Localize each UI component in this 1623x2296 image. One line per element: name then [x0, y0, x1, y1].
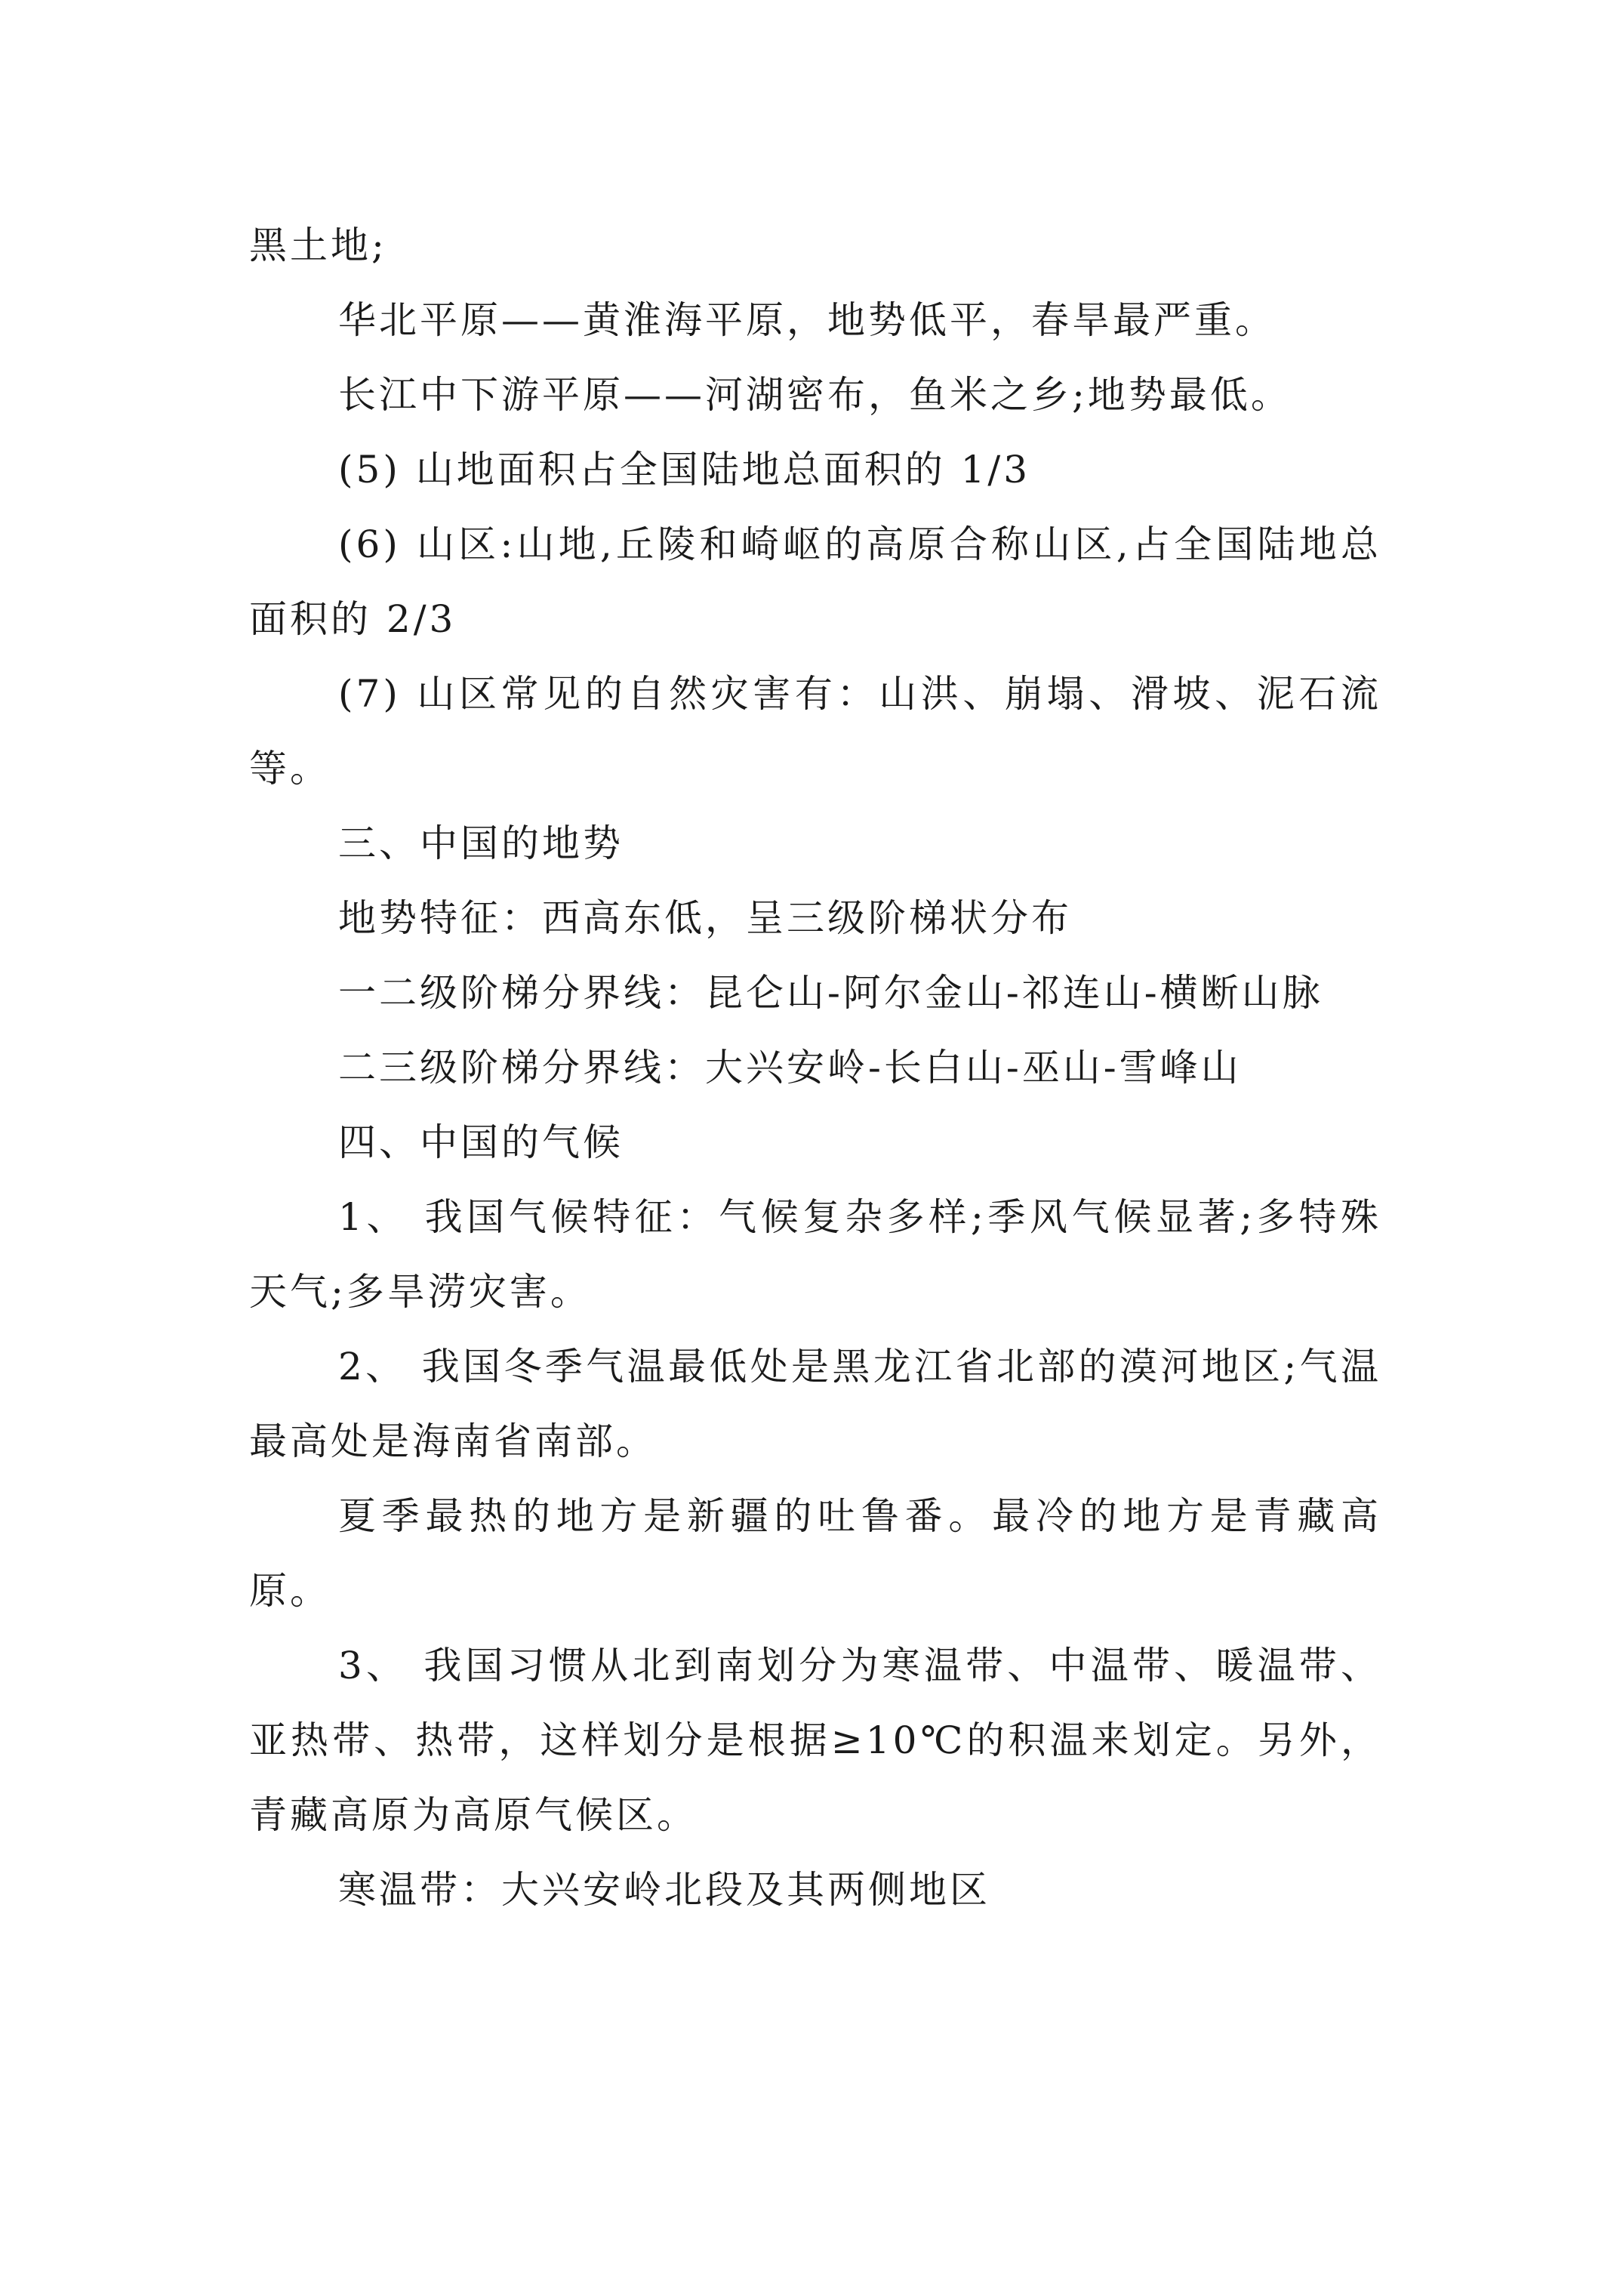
paragraph-cold-temperate-zone: 寒温带：大兴安岭北段及其两侧地区	[338, 1868, 990, 1912]
paragraph-item-5: (5) 山地面积占全国陆地总面积的 1/3	[338, 448, 1031, 492]
paragraph-item-7: (7) 山区常见的自然灾害有：山洪、崩塌、滑坡、泥石流等。	[249, 672, 1381, 791]
paragraph-summer-extremes: 夏季最热的地方是新疆的吐鲁番。最冷的地方是青藏高原。	[249, 1494, 1381, 1613]
paragraph-step-boundary-1-2: 一二级阶梯分界线：昆仑山-阿尔金山-祁连山-横断山脉	[338, 971, 1323, 1015]
section-heading-terrain: 三、中国的地势	[338, 821, 624, 865]
paragraph-climate-item-2: 2、 我国冬季气温最低处是黑龙江省北部的漠河地区;气温最高处是海南省南部。	[249, 1345, 1381, 1463]
section-heading-climate: 四、中国的气候	[338, 1120, 624, 1164]
paragraph-north-china-plain: 华北平原——黄淮海平原，地势低平，春旱最严重。	[338, 298, 1276, 342]
paragraph-climate-item-3: 3、 我国习惯从北到南划分为寒温带、中温带、暖温带、亚热带、热带，这样划分是根据≥10℃的积温来划定。另外，青藏高原为高原气候区。	[249, 1644, 1381, 1837]
paragraph-continuation: 黑土地;	[249, 223, 387, 267]
paragraph-item-6: (6) 山区:山地,丘陵和崎岖的高原合称山区,占全国陆地总面积的 2/3	[249, 522, 1381, 641]
document-body	[249, 208, 1381, 1928]
paragraph-climate-item-1: 1、 我国气候特征：气候复杂多样;季风气候显著;多特殊天气;多旱涝灾害。	[249, 1195, 1381, 1314]
paragraph-terrain-features: 地势特征：西高东低，呈三级阶梯状分布	[338, 896, 1072, 940]
paragraph-yangtze-plain: 长江中下游平原——河湖密布，鱼米之乡;地势最低。	[338, 373, 1292, 417]
paragraph-step-boundary-2-3: 二三级阶梯分界线：大兴安岭-长白山-巫山-雪峰山	[338, 1046, 1242, 1089]
